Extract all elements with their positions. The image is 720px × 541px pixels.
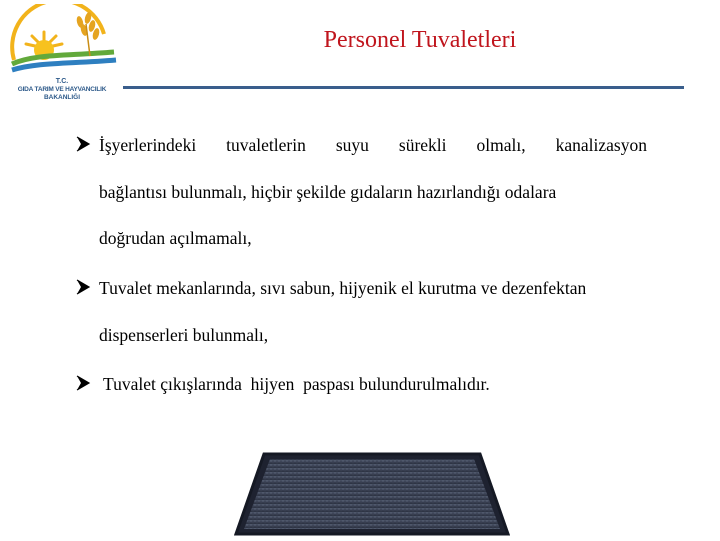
word: tuvaletlerin <box>226 135 306 155</box>
ministry-logo <box>4 4 120 116</box>
word: kanalizasyon <box>555 135 647 155</box>
arrow-bullet-icon <box>75 135 91 158</box>
sun-wheat-logo-icon <box>4 4 120 80</box>
bullet-1-line1 <box>99 135 647 156</box>
word: İşyerlerindeki <box>99 135 197 155</box>
word: olmalı, <box>476 135 526 155</box>
word: suyu <box>335 135 369 155</box>
title-divider <box>123 86 684 89</box>
bullet-3-line1: Tuvalet çıkışlarında hijyen paspası bulundurulmalıdır. <box>99 374 490 394</box>
bullet-1-line3: doğrudan açılmamalı, <box>99 228 252 248</box>
logo-line1: GIDA TARIM VE HAYVANCILIK <box>17 86 107 93</box>
logo-line2: BAKANLIĞI <box>43 94 81 101</box>
bullet-1-line2: bağlantısı bulunmalı, hiçbir şekilde gıdaların hazırlandığı odalara <box>99 182 557 202</box>
arrow-bullet-icon <box>75 278 91 301</box>
logo-tc: T.C. <box>55 78 69 85</box>
page-title: Personel Tuvaletleri <box>323 27 517 53</box>
bullet-2-line2: dispenserleri bulunmalı, <box>99 325 269 345</box>
word: sürekli <box>398 135 447 155</box>
arrow-bullet-icon <box>75 374 91 397</box>
hygiene-mat-icon <box>234 452 510 536</box>
hygiene-mat-image <box>234 452 510 536</box>
bullet-2-line1: Tuvalet mekanlarında, sıvı sabun, hijyenik el kurutma ve dezenfektan <box>99 278 587 298</box>
